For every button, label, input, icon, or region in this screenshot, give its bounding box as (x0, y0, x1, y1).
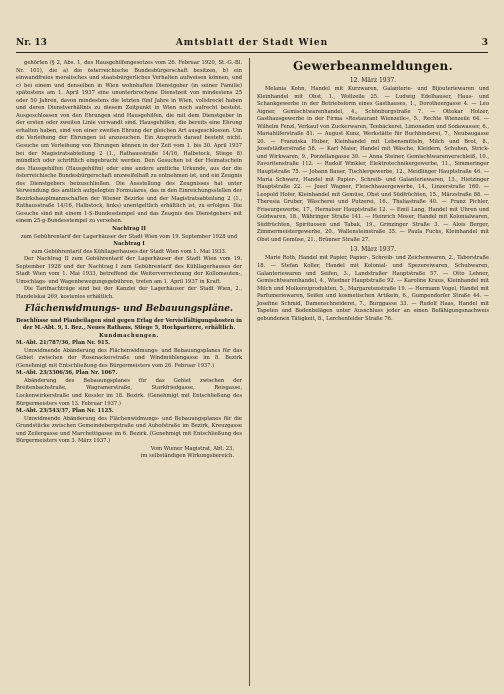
left-column (16, 60, 242, 461)
plan-text-2: Abänderung des Bebauungsplanes für das Gebiet zwischen der Breitenbachstraße, Wagramerstraße, Starkfriedgasse, Reisgasse, Lockenwirkerstraße und Kessler im 18. Bezirk. (Genehmigt mit Entschließung des Bürgermeisters vom 13. Februar 1937.) (16, 377, 242, 407)
page-header (16, 32, 488, 53)
signature-line-2: im selbständigen Wirkungsbereich. (140, 453, 234, 460)
journal-title: Amtsblatt der Stadt Wien (175, 38, 329, 48)
plan-reference-2: M.-Abt. 23/3306/36, Plan Nr. 1067. (16, 370, 118, 377)
column-divider (249, 58, 250, 686)
section-subtitle: Beschlüsse und Planbeilagen sind gegen Erlag der Vervielfältigungskosten in der M.-Abt. 9, I. Bez., Neues Rathaus, Stiege 5, Hochparterre, erhältlich. (16, 317, 242, 332)
nachtrag-2-text: zum Gebührentarif der Lagerhäuser der Stadt Wien vom 19. September 1928 und (20, 233, 238, 240)
gewerbe-listing-2: Marie Roth, Handel mit Papier, Papier-, Schreib- und Zeichenwaren, 2., Taborstraße 18. — Stefan Koller, Handel mit Kolonial- und Spezereiwaren, Schuhwaren, Galanteriewaren und Seifen, 3., Landstraßer Hauptstraße 57. — Otto Lehner, Gemischtwarenhandel, 4., Wiedner Hauptstraße 92. — Karoline Kraus, Kleinhandel mit Milch und Molkereiprodukten, 5., Margaretenstraße 19. — Hermann Vogel, Handel mit Parfumeriewaren, Seifen und kosmetischen Artikeln, 6., Gumpendorfer Straße 44. — Josefine Schmid, Damenschneiderei, 7., Burggasse 33. — Rudolf Haas, Handel mit Tapeten und Bodenbelägen unter Ausschluss jeder an einen Befähigungsnachweis gebundenen Tätigkeit, 8., Lerchenfelder Straße 76. (257, 255, 489, 322)
plan-text-3: Umwidmende Abänderung des Flächenwidmungs- und Bebauungsplanes für die Grundstücke zwischen Gemeindebergstraße und Auhofstraße im Bezirk, Kreuzgasse und Zeilergasse und Marchettigasse im 6. Bezirk. (Genehmigt mit Entschließung des Bürgermeisters vom 3. März 1937.) (16, 415, 242, 445)
gewerbe-listing-1: Melania Kohn, Handel mit Kurzwaren, Galanterie- und Bijouteriewaren und Kleinhandel mit Obst, 1., Wollzeile 25. — Ludwig Edelhauser, Haus- und Schankgewerbe in der Betriebsform eines Gasthauses, 1., Dorotheergasse 4. — Leo Aigner, Gemischtwarenhandel, 4., Schönburgstraße 7. — Ottokar Holzer, Gasthausgewerbe in der Firma »Restaurant Wienzeile«, 5., Rechte Wienzeile 64. — Wilhelm Fenzl, Verkauf von Zuckerwaren, Teebäckerei, Limonaden und Sodawasser, 6., Mariahilferstraße 81. — August Kunz, Werkstätte für Buchbinderei, 7., Neubaugasse 20. — Franziska Huber, Kleinhandel mit Lebensmitteln, Milch und Brot, 8., Josefstädterstraße 58. — Karl Maier, Handel mit Wäsche, Kleidern, Schuhen, Strick- und Wirkwaren, 9., Porzellangasse 30. — Anna Steiner, Gemischtwarenverschleiß, 10., Favoritenstraße 112. — Rudolf Winkler, Elektrotechnikergewerbe, 11., Simmeringer Hauptstraße 75. — Johann Bauer, Tischlergewerbe, 12., Meidlinger Hauptstraße 46. — Maria Schwarz, Handel mit Papier-, Schreib- und Galanteriewaren, 13., Hietzinger Hauptstraße 22. — Josef Wagner, Fleischhauergewerbe, 14., Linzerstraße 160. — Leopold Hofer, Kleinhandel mit Gemüse, Obst und Südfrüchten, 15., Märzstraße 88. — Theresia Gruber, Wäscherei und Putzerei, 16., Thaliastraße 40. — Franz Pichler, Friseurgewerbe, 17., Hernalser Hauptstraße 12. — Emil Lang, Handel mit Uhren und Goldwaren, 18., Währinger Straße 141. — Heinrich Moser, Handel mit Kolonialwaren, Südfrüchten, Spirituosen und Tabak, 19., Grinzinger Straße 3. — Alois Berger, Zimmermeistergewerbe, 20., Wallensteinstraße 35. — Paula Fuchs, Kleinhandel mit Obst und Gemüse, 21., Brünner Straße 27. (257, 86, 489, 243)
tarif-availability: Die Tarifnachträge sind bei der Kanzlei der Lagerhäuser der Stadt Wien, 2., Handelskai 269, kostenlos erhältlich. (16, 286, 242, 300)
plan-reference-1: M.-Abt. 21/787/36, Plan Nr. 915. (16, 340, 111, 347)
nachtrag-2-title: Nachtrag II (112, 226, 146, 233)
nachtrag-1-text: zum Gebührentarif des Kühllagerhauses der Stadt Wien vom 1. Mai 1933. (31, 248, 227, 255)
date-heading-2: 13. März 1937. (349, 246, 397, 254)
hausgehilfen-paragraph: gehörten (§ 2, Abs. 1, des Hausgehilfengesetzes vom 26. Februar 1920, St.-G.-Bl. Nr. 101), die a) die österreichische Bundesbürgerschaft besitzen, b) ein einwandfreies moralisches und staatsbürgerliches Verhalten aufweisen können, und c) bei einem und denselben in Wien wohnhaften Dienstgeber (in seiner Familie) spätestens am 1. April 1937 eine ununterbrochene Dienstzeit von mindestens 25 oder 50 Jahren, davon mindestens die letzten fünf Jahre in Wien, vollstreckt haben und deren Dienstverhältnis zu diesem Zeitpunkt in Wien noch aufrecht besteht. Ausgeschlossen von den Ehrungen sind Hausgehilfen, die mit dem Dienstgeber in der ersten oder zweiten Linie verwandt sind. Hausgehilfen, die bereits eine Ehrung erhalten haben, sind von einer zweiten Ehrung der gleichen Art ausgeschlossen. Um die Verleihung der Ehrungen ist anzusuchen. Ein Anspruch darauf besteht nicht. Gesuche um Verleihung von Ehrungen können in der Zeit vom 1. bis 30. April 1937 bei der Magistratsabteilung 2 (1., Rathausstraße 14/16, Halbstock, Stiege 8) mündlich oder schriftlich eingebracht werden. Den Gesuchen ist der Heimatschein des Hausgehilfen (Hausgehilfin) oder eine andere amtliche Urkunde, aus der die österreichische Bundesbürgerschaft unzweifelhaft zu entnehmen ist, und ein Zeugnis des Dienstgebers beizuschließen. Die Ausstellung des Zeugnisses hat unter Verwendung des amtlich aufgelegten Formulares, das in den Einreichungsstellen der Bezirkshauptmannschaften der Wiener Bezirke und der Magistratsabteilung 2 (1., Rathausstraße 14/16, Halbstock, links) unentgeltlich erhältlich ist, zu erfolgen. Die Gesuche sind mit einem 1-S-Bundesstempel und das Zeugnis des Dienstgebers mit einem 25-g-Bundesstempel zu versehen. (16, 60, 242, 225)
signature-line-1: Vom Wiener Magistrat, Abt. 23, (150, 445, 234, 452)
nachtrag-1-title: Nachtrag I (113, 241, 145, 248)
issue-number: Nr. 13 (16, 38, 47, 48)
date-heading-1: 12. März 1937. (349, 77, 397, 84)
gewerbe-title: Gewerbeanmeldungen. (292, 59, 454, 73)
tarif-paragraph: Der Nachtrag II zum Gebührentarif der Lagerhäuser der Stadt Wien vom 19. September 1928 und der Nachtrag I zum Gebührentarif des Kühllagerhauses der Stadt Wien vom 1. Mai 1933, betreffend die Weiterverrechnung der Kollomauten-, Umschlags- und Wagenbewegungsgebühren, treten am 1. April 1937 in Kraft. (16, 256, 242, 285)
kundmachungen-heading: Kundmachungen. (99, 332, 159, 339)
plan-text-1: Umwidmende Abänderung des Flächenwidmungs- und Bebauungsplanes für das Gebiet zwischen der Rosenackerstraße und Windmühlengasse im 8. Bezirk (Genehmigt mit Entschließung des Bürgermeisters vom 26. Februar 1937.) (16, 347, 242, 369)
page-number: 3 (481, 38, 488, 48)
plan-reference-3: M.-Abt. 23/543/37, Plan Nr. 1125. (16, 408, 114, 415)
right-column (257, 60, 489, 323)
section-title: Flächenwidmungs- und Bebauungspläne. (24, 303, 234, 314)
